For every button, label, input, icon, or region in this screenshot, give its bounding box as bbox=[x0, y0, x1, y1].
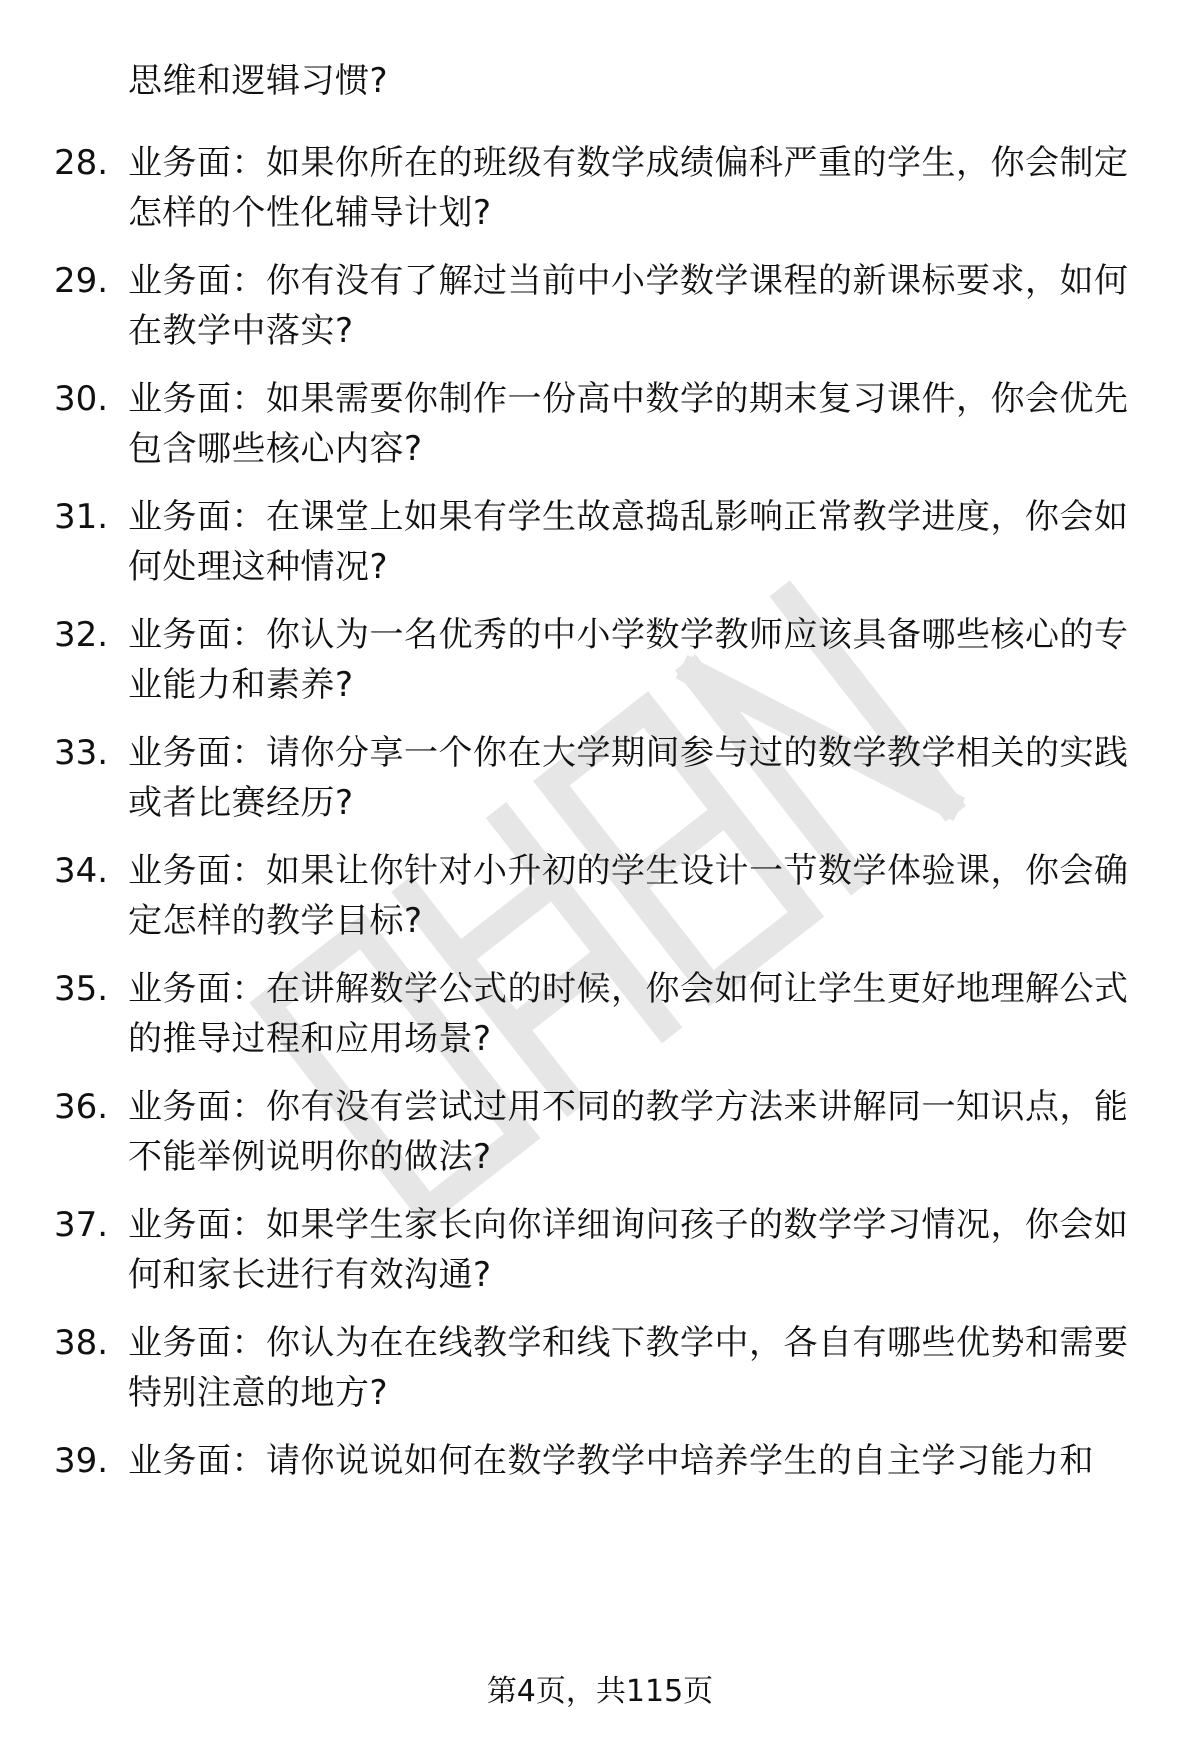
question-item bbox=[0, 1318, 1200, 1438]
question-item bbox=[0, 256, 1200, 376]
question-item bbox=[0, 728, 1200, 848]
question-text: 业务面：你有没有了解过当前中小学数学课程的新课标要求，如何在教学中落实? bbox=[128, 261, 1129, 351]
question-number: 32. bbox=[54, 615, 109, 655]
question-number: 35. bbox=[54, 969, 109, 1009]
question-text: 业务面：如果学生家长向你详细询问孩子的数学学习情况，你会如何和家长进行有效沟通? bbox=[128, 1205, 1129, 1295]
question-number: 34. bbox=[54, 851, 109, 891]
question-number: 36. bbox=[54, 1087, 109, 1127]
question-text: 业务面：如果让你针对小升初的学生设计一节数学体验课，你会确定怎样的教学目标? bbox=[128, 851, 1129, 941]
question-text: 业务面：在课堂上如果有学生故意捣乱影响正常教学进度，你会如何处理这种情况? bbox=[128, 497, 1129, 587]
question-text: 业务面：你认为一名优秀的中小学数学教师应该具备哪些核心的专业能力和素养? bbox=[128, 615, 1129, 705]
question-item bbox=[0, 1200, 1200, 1320]
question-text: 业务面：请你分享一个你在大学期间参与过的数学教学相关的实践或者比赛经历? bbox=[128, 733, 1129, 823]
page-footer: 第4页，共115页 bbox=[486, 1674, 714, 1709]
question-number: 31. bbox=[54, 497, 109, 537]
question-item bbox=[0, 846, 1200, 966]
question-number: 29. bbox=[54, 261, 109, 301]
question-text: 业务面：在讲解数学公式的时候，你会如何让学生更好地理解公式的推导过程和应用场景? bbox=[128, 969, 1129, 1059]
question-item bbox=[0, 138, 1200, 258]
question-number: 39. bbox=[54, 1441, 109, 1481]
question-text: 业务面：如果需要你制作一份高中数学的期末复习课件，你会优先包含哪些核心内容? bbox=[128, 379, 1129, 469]
question-text: 业务面：你有没有尝试过用不同的教学方法来讲解同一知识点，能不能举例说明你的做法? bbox=[128, 1087, 1129, 1177]
question-item bbox=[0, 1436, 1200, 1496]
question-item bbox=[0, 964, 1200, 1084]
question-text: 业务面：请你说说如何在数学教学中培养学生的自主学习能力和 bbox=[128, 1441, 1094, 1481]
question-item bbox=[0, 1082, 1200, 1202]
question-item bbox=[0, 492, 1200, 612]
question-number: 30. bbox=[54, 379, 109, 419]
question-number: 28. bbox=[54, 143, 109, 183]
question-text: 业务面：你认为在在线教学和线下教学中，各自有哪些优势和需要特别注意的地方? bbox=[128, 1323, 1129, 1413]
continued-question-text: 思维和逻辑习惯? bbox=[128, 61, 389, 101]
question-item bbox=[0, 374, 1200, 494]
question-item bbox=[0, 610, 1200, 730]
question-number: 33. bbox=[54, 733, 109, 773]
question-text: 业务面：如果你所在的班级有数学成绩偏科严重的学生，你会制定怎样的个性化辅导计划? bbox=[128, 143, 1129, 233]
question-number: 37. bbox=[54, 1205, 109, 1245]
question-number: 38. bbox=[54, 1323, 109, 1363]
